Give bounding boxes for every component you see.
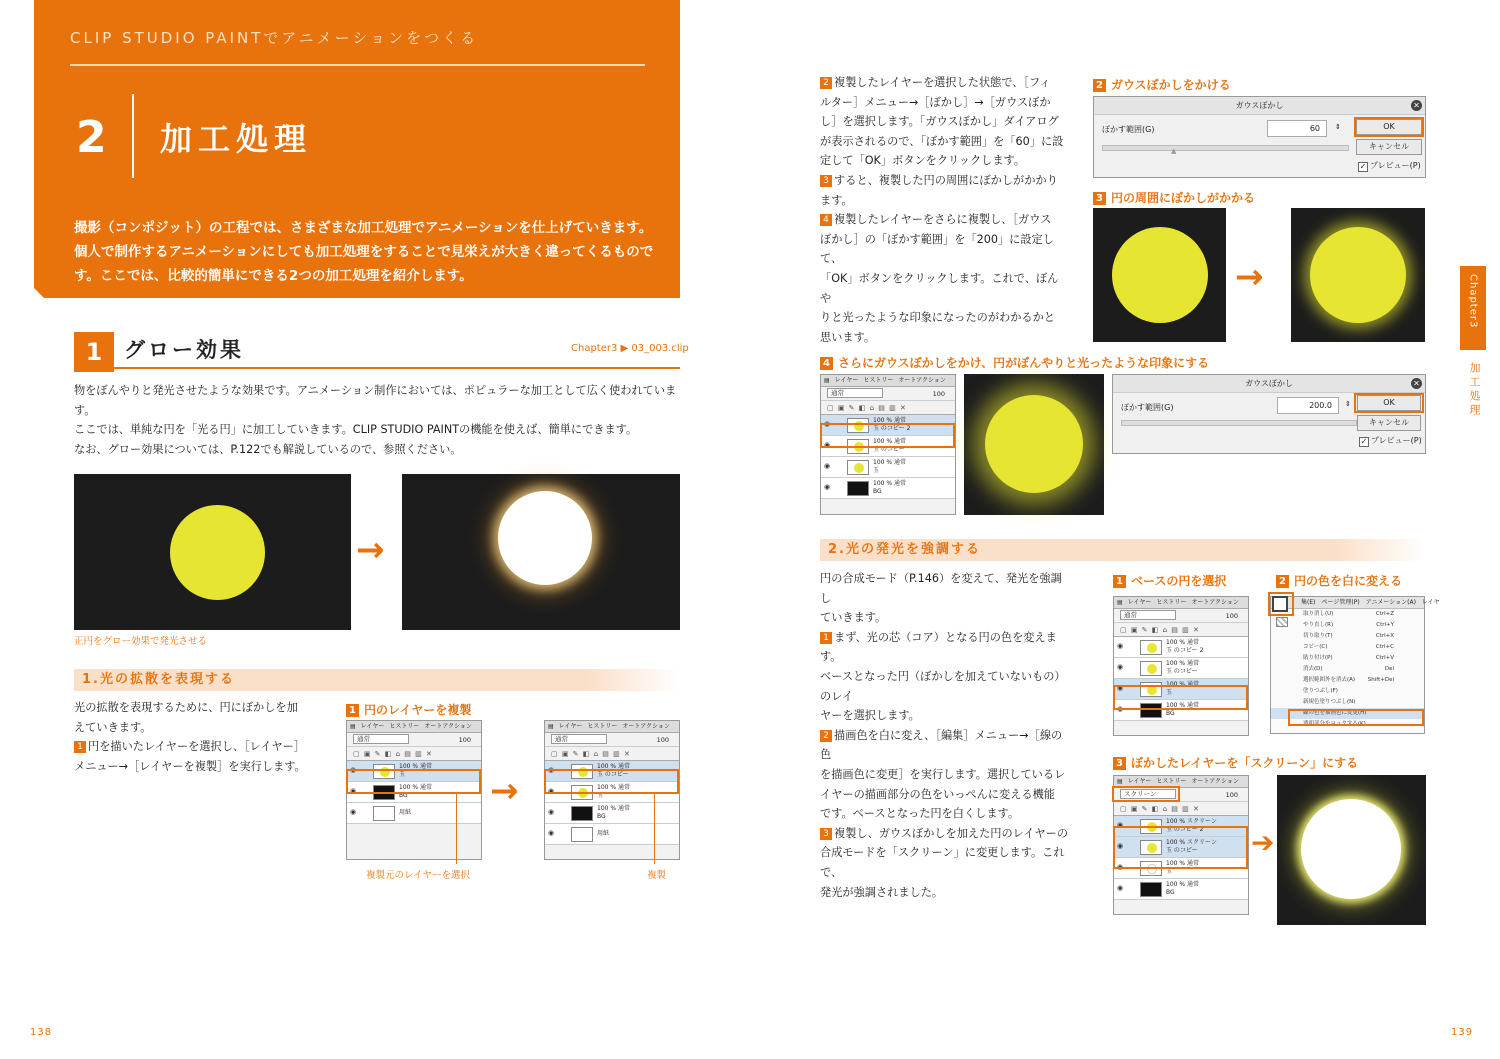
opacity-value[interactable]: 100: [1225, 791, 1238, 799]
text-line: 光の拡散を表現するために、円にぼかしを加: [74, 701, 298, 714]
layer-row[interactable]: ◉ 用紙: [545, 824, 679, 845]
menu-bar[interactable]: 集(E) ページ管理(P) アニメーション(A) レイヤ: [1271, 597, 1424, 609]
caption-duplicate: 複製: [647, 870, 667, 881]
blur-steps-text: [820, 73, 1065, 347]
text-line: 物をぼんやりと発光させたような効果です。アニメーション制作においては、ポピュラーな加工として広く使われていま: [74, 384, 677, 397]
glowing-circle: [498, 491, 592, 585]
blend-mode-select[interactable]: スクリーン: [1120, 789, 1176, 799]
image-caption: 正円をグロー効果で発光させる: [74, 636, 208, 647]
eye-icon[interactable]: ◉: [824, 483, 831, 491]
text-line: す。: [74, 403, 96, 417]
field-label: ぼかす範囲(G): [1121, 403, 1174, 412]
text-line: イヤーの描画部分の色をいっぺんに変える機能: [820, 787, 1055, 801]
layer-row[interactable]: ◉ 100 % 通常 玉: [1114, 858, 1248, 879]
layer-row[interactable]: ◉ 100 % 通常 玉 のコピー 2: [821, 415, 955, 436]
step-marker: 2: [820, 730, 832, 742]
step-marker: 4: [820, 214, 832, 226]
eye-icon[interactable]: ◉: [350, 808, 357, 816]
menu-item[interactable]: 透明部分をロックする(K): [1303, 721, 1366, 727]
layer-row[interactable]: ◉ 100 % 通常 玉: [347, 761, 481, 782]
text-line: 思います。: [820, 330, 876, 344]
text-line: なお、グロー効果については、P.122でも解説しているので、参照ください。: [74, 442, 462, 456]
opacity-value[interactable]: 100: [932, 390, 945, 398]
arrow-right-icon: →: [1235, 257, 1264, 297]
text-line: ます。: [820, 193, 853, 207]
eye-icon[interactable]: ◉: [1117, 842, 1124, 850]
text-line: りと光ったような印象になったのがわかるかと: [820, 311, 1055, 325]
close-icon[interactable]: ✕: [1411, 378, 1422, 389]
highlight-box: [1113, 826, 1248, 869]
blur-after-image: [1291, 208, 1425, 342]
yellow-circle: [170, 505, 265, 600]
menu-item[interactable]: コピー(C) Ctrl+C: [1303, 644, 1394, 650]
caption-select-source: 複製元のレイヤーを選択: [366, 870, 471, 881]
menu-item[interactable]: 選択範囲外を消去(A) Shift+Del: [1303, 677, 1394, 683]
text-line: ぼかし］の「ぼかす範囲」を「200」に設定して、: [820, 232, 1054, 266]
text-line: 4 複製したレイヤーをさらに複製し、［ガウス: [820, 210, 1065, 230]
ok-button[interactable]: OK: [1357, 395, 1421, 411]
text-line: ベースとなった円（ぼかしを加えていないもの）のレイ: [820, 669, 1066, 703]
eye-icon[interactable]: ◉: [1117, 642, 1124, 650]
eye-icon[interactable]: ◉: [350, 766, 357, 774]
text-line: 1 円を描いたレイヤーを選択し、［レイヤー］: [74, 737, 324, 757]
step-marker: 2: [820, 77, 832, 89]
eye-icon[interactable]: ◉: [1117, 863, 1124, 871]
layer-panel-base-select[interactable]: [1113, 596, 1249, 736]
sample-file-ref: Chapter3 ▶ 03_003.clip: [571, 343, 689, 354]
highlight-box: [1113, 685, 1248, 710]
subheading-diffusion: 1.光の拡散を表現する: [74, 669, 680, 691]
heading-number-box: 1: [74, 332, 114, 372]
text-line: 合成モードを「スクリーン」に変更します。これで、: [820, 846, 1065, 879]
layer-row[interactable]: ◉ 100 % 通常 玉: [821, 457, 955, 478]
text-line: 定して「OK」ボタンをクリックします。: [820, 154, 1025, 168]
slider-thumb-icon[interactable]: ▲: [1171, 147, 1177, 155]
highlight-box: [544, 769, 679, 794]
eye-icon[interactable]: ◉: [1117, 705, 1124, 713]
eye-icon[interactable]: ◉: [1117, 663, 1124, 671]
highlight-box: [820, 423, 955, 448]
layer-row[interactable]: ◉ 100 % スクリーン 玉 のコピー 2: [1114, 816, 1248, 837]
text-line: 「OK」ボタンをクリックします。これで、ぼんや: [820, 271, 1059, 305]
layer-row[interactable]: ◉ 100 % 通常 BG: [821, 478, 955, 499]
step-marker: 3: [820, 828, 832, 840]
layer-row[interactable]: ◉ 用紙: [347, 803, 481, 824]
step-label: 4 さらにガウスぼかしをかけ、円がぼんやりと光ったような印象にする: [820, 354, 1209, 371]
panel-tabs[interactable]: ▤ レイヤー ヒストリー オートアクション: [821, 375, 955, 387]
glow-description: [74, 381, 684, 459]
layer-row[interactable]: ◉ 100 % 通常 BG: [1114, 879, 1248, 900]
eye-icon[interactable]: ◉: [548, 808, 555, 816]
cancel-button[interactable]: キャンセル: [1356, 139, 1422, 155]
highlight-box: [346, 769, 481, 794]
diffusion-description: [74, 698, 324, 776]
layer-row[interactable]: ◉ 100 % 通常 玉 のコピー 2: [1114, 637, 1248, 658]
subheading-emphasize-glow: 2.光の発光を強調する: [820, 539, 1426, 561]
highlight-box: [1268, 592, 1294, 616]
eye-icon[interactable]: ◉: [548, 787, 555, 795]
text-line: ていきます。: [820, 611, 887, 625]
text-line: を描画色に変更］を実行します。選択しているレ: [820, 767, 1066, 781]
text-line: 1 まず、光の芯（コア）となる円の色を変えます。: [820, 630, 1057, 664]
menu-item[interactable]: 取り消し(U) Ctrl+Z: [1303, 611, 1394, 617]
highlight-box: [1354, 393, 1424, 413]
blend-mode-select[interactable]: 通常: [353, 734, 409, 744]
intro-paragraph: 撮影（コンポジット）の工程では、さまざまな加工処理でアニメーションを仕上げていきます。個人で制作するアニメーションにしても加工処理をすることで見栄えが大きく違ってくるものです。ここでは、比較的簡単にできる2つの加工処理を紹介します。: [74, 220, 654, 284]
gaussian-blur-dialog-200[interactable]: [1112, 374, 1426, 454]
panel-tabs[interactable]: ▤ レイヤー ヒストリー オートアクション: [347, 721, 481, 733]
step-label: 1 円のレイヤーを複製: [346, 701, 471, 718]
text-line: ここでは、単純な円を「光る円」に加工していきます。CLIP STUDIO PAINTの機能を使えば、簡単にできます。: [74, 423, 638, 437]
opacity-value[interactable]: 100: [656, 736, 669, 744]
text-line: 2 複製したレイヤーを選択した状態で、［フィ: [820, 73, 1065, 93]
step-label: 3 円の周囲にぼかしがかかる: [1093, 189, 1255, 206]
blend-mode-select[interactable]: 通常: [1120, 610, 1176, 620]
layer-row[interactable]: ◉ 100 % 通常 BG: [347, 782, 481, 803]
menu-item-change-line-color[interactable]: 線の色を描画色に変更(H): [1271, 708, 1424, 719]
blur-range-input[interactable]: 200.0: [1277, 397, 1339, 414]
step-label: 1 ベースの円を選択: [1113, 572, 1226, 589]
layer-row[interactable]: ◉ 100 % 通常 玉: [545, 782, 679, 803]
preview-checkbox[interactable]: ✓ プレビュー(P): [1359, 161, 1421, 171]
eye-icon[interactable]: ◉: [824, 462, 831, 470]
header-divider: [70, 64, 645, 66]
spinner-icon[interactable]: ⇕: [1345, 400, 1351, 408]
page-number-right: 139: [1451, 1027, 1474, 1038]
section-divider: [132, 94, 134, 178]
blurred-circle: [1310, 227, 1406, 323]
opacity-value[interactable]: 100: [1225, 612, 1238, 620]
spinner-icon[interactable]: ⇕: [1335, 123, 1341, 131]
preview-checkbox[interactable]: ✓ プレビュー(P): [1360, 436, 1422, 446]
text-line: ルター］メニュー→［ぼかし］→［ガウスぼか: [820, 95, 1051, 109]
layer-toolbar[interactable]: ▢ ▣ ✎ ◧ ⌂ ▤ ▥ ✕: [1114, 802, 1248, 816]
text-line: えていきます。: [74, 720, 152, 734]
menu-item[interactable]: 切り取り(T) Ctrl+X: [1303, 633, 1394, 639]
text-line: 3 複製し、ガウスぼかしを加えた円のレイヤーの: [820, 824, 1072, 844]
leader-line: [456, 794, 457, 864]
emphasize-steps-text: [820, 569, 1072, 902]
layer-row[interactable]: ◉ 100 % 通常 玉 のコピー: [545, 761, 679, 782]
text-line: メニュー→［レイヤーを複製］を実行します。: [74, 759, 306, 773]
text-line: し］を選択します。「ガウスぼかし」ダイアログ: [820, 115, 1059, 129]
layer-row[interactable]: ◉ 100 % 通常 BG: [545, 803, 679, 824]
blend-mode-select[interactable]: 通常: [827, 388, 883, 398]
menu-item[interactable]: 貼り付け(P) Ctrl+V: [1303, 655, 1394, 661]
menu-item[interactable]: やり直し(R) Ctrl+Y: [1303, 622, 1394, 628]
arrow-right-icon: →: [356, 530, 385, 570]
series-title: CLIP STUDIO PAINTでアニメーションをつくる: [70, 29, 479, 47]
panel-tabs[interactable]: ▤ レイヤー ヒストリー オートアクション: [1114, 597, 1248, 609]
before-image: [74, 474, 351, 630]
opacity-value[interactable]: 100: [458, 736, 471, 744]
section-number: 2: [76, 112, 107, 163]
eye-icon[interactable]: ◉: [1117, 684, 1124, 692]
final-glow-image: [1277, 775, 1426, 925]
menu-item[interactable]: 塗りつぶし(F): [1303, 688, 1338, 694]
yellow-circle: [1112, 227, 1208, 323]
heading-underline: [114, 367, 680, 369]
step-label: 3 ぼかしたレイヤーを「スクリーン」にする: [1113, 754, 1358, 771]
after-image: [402, 474, 680, 630]
text-line: 発光が強調されました。: [820, 885, 944, 899]
chapter-tab[interactable]: Chapter3: [1460, 266, 1486, 350]
eye-icon[interactable]: ◉: [824, 420, 831, 428]
dialog-title: ガウスぼかし: [1235, 101, 1284, 110]
leader-line: [654, 794, 655, 864]
layer-row[interactable]: ◉ 100 % スクリーン 玉 のコピー: [1114, 837, 1248, 858]
heading-title: グロー効果: [124, 338, 244, 362]
eye-icon[interactable]: ◉: [548, 766, 555, 774]
text-line: 2 描画色を白に変え、［編集］メニュー→［線の色: [820, 728, 1063, 762]
layer-toolbar[interactable]: ▢ ▣ ✎ ◧ ⌂ ▤ ▥ ✕: [545, 747, 679, 761]
text-line: 円の合成モード（P.146）を変えて、発光を強調し: [820, 572, 1062, 605]
panel-tabs[interactable]: ▤ レイヤー ヒストリー オートアクション: [1114, 776, 1248, 788]
step-marker: 3: [820, 175, 832, 187]
text-line: です。ベースとなった円を白くします。: [820, 807, 1020, 821]
layer-row[interactable]: ◉ 100 % 通常 玉 のコピー: [1114, 658, 1248, 679]
final-glow-circle: [1301, 799, 1401, 899]
blur-range-input[interactable]: 60: [1267, 120, 1327, 137]
dialog-title: ガウスぼかし: [1245, 379, 1293, 388]
text-line: ヤーを選択します。: [820, 709, 920, 723]
highlight-box: [1354, 117, 1424, 137]
transparent-swatch[interactable]: [1276, 617, 1288, 627]
soft-glow-image: [964, 374, 1104, 515]
layer-row[interactable]: ◉ 100 % 通常 玉: [1114, 679, 1248, 700]
soft-glow-circle: [985, 395, 1083, 493]
chapter-name: 加工処理: [1468, 362, 1481, 418]
blur-before-image: [1093, 208, 1226, 342]
text-line: 3 すると、複製した円の周囲にぼかしがかかり: [820, 171, 1065, 191]
close-icon[interactable]: ✕: [1411, 100, 1422, 111]
step-marker: 1: [74, 741, 86, 753]
text-line: が表示されるので、「ぼかす範囲」を「60」に設: [820, 134, 1064, 148]
layer-toolbar[interactable]: ▢ ▣ ✎ ◧ ⌂ ▤ ▥ ✕: [821, 401, 955, 415]
arrow-right-icon: →: [490, 771, 519, 811]
eye-icon[interactable]: ◉: [350, 787, 357, 795]
highlight-box: [1288, 709, 1424, 726]
menu-item[interactable]: 消去(D) Del: [1303, 666, 1394, 672]
cancel-button[interactable]: キャンセル: [1357, 415, 1421, 431]
eye-icon[interactable]: ◉: [1117, 821, 1124, 829]
page-number-left: 138: [30, 1027, 53, 1038]
blur-slider[interactable]: [1102, 145, 1349, 151]
blend-mode-select[interactable]: 通常: [551, 734, 607, 744]
section-title: 加工処理: [160, 120, 313, 158]
blur-slider[interactable]: [1121, 420, 1357, 426]
step-label: 2 ガウスぼかしをかける: [1093, 76, 1231, 93]
layer-row[interactable]: ◉ 100 % 通常 玉 のコピー: [821, 436, 955, 457]
layer-toolbar[interactable]: ▢ ▣ ✎ ◧ ⌂ ▤ ▥ ✕: [347, 747, 481, 761]
eye-icon[interactable]: ◉: [1117, 884, 1124, 892]
eye-icon[interactable]: ◉: [824, 441, 831, 449]
step-label: 2 円の色を白に変える: [1276, 572, 1402, 589]
arrow-right-icon: ➔: [1251, 826, 1275, 859]
menu-item[interactable]: 新規色塗りつぶし(N): [1303, 699, 1356, 705]
field-label: ぼかす範囲(G): [1102, 125, 1155, 134]
eye-icon[interactable]: ◉: [548, 829, 555, 837]
ok-button[interactable]: OK: [1356, 119, 1422, 135]
highlight-box: [1112, 786, 1180, 802]
layer-row[interactable]: ◉ 100 % 通常 BG: [1114, 700, 1248, 721]
step-marker: 1: [820, 632, 832, 644]
panel-tabs[interactable]: ▤ レイヤー ヒストリー オートアクション: [545, 721, 679, 733]
layer-toolbar[interactable]: ▢ ▣ ✎ ◧ ⌂ ▤ ▥ ✕: [1114, 623, 1248, 637]
gaussian-blur-dialog[interactable]: [1093, 96, 1426, 178]
